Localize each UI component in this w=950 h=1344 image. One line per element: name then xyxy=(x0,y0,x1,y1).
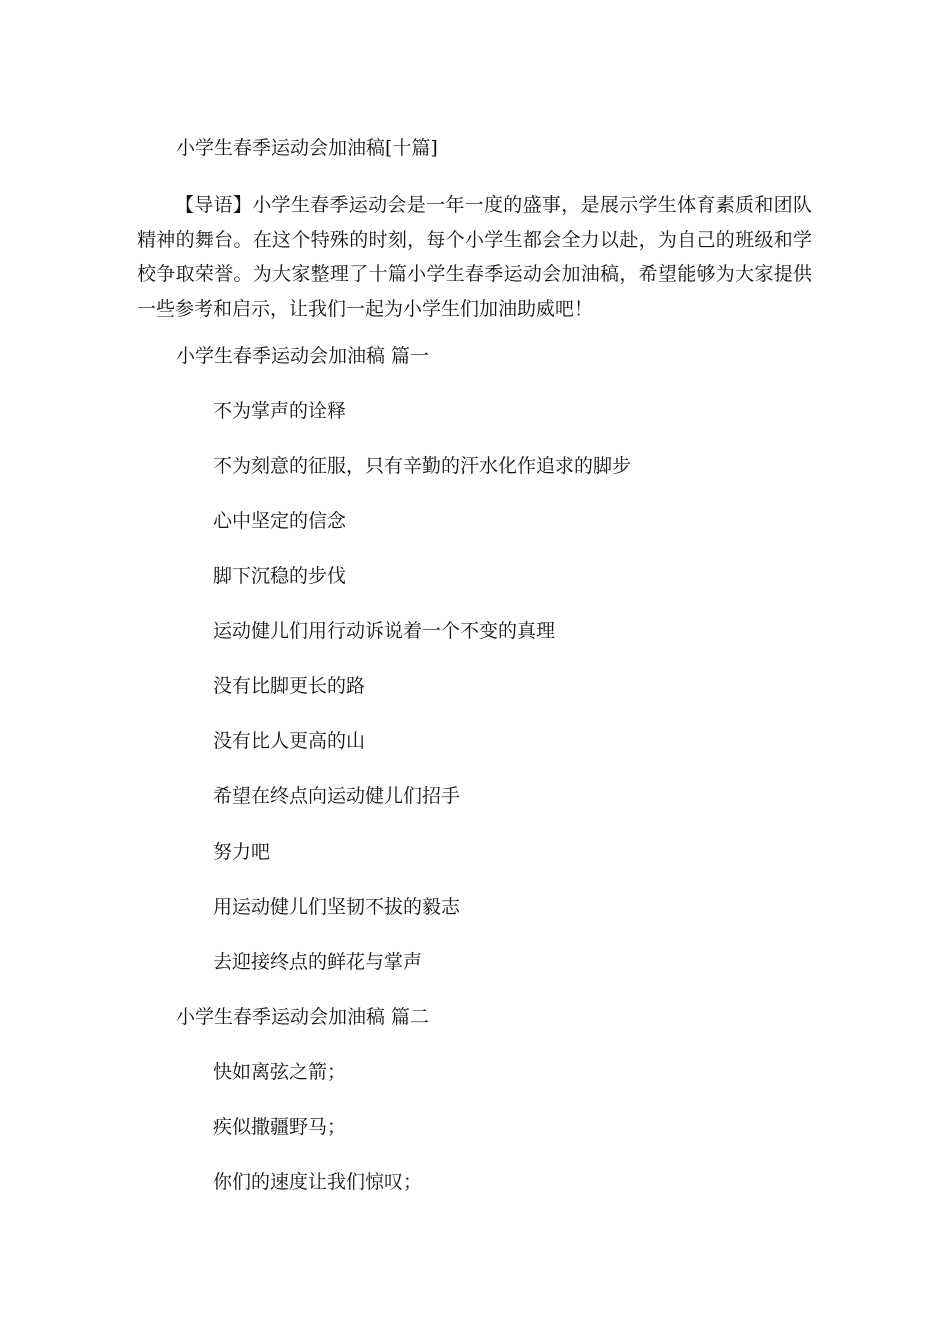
verse-line: 没有比脚更长的路 xyxy=(213,675,366,697)
document-title: 小学生春季运动会加油稿[十篇] xyxy=(176,137,438,159)
verse-line: 运动健儿们用行动诉说着一个不变的真理 xyxy=(213,620,556,642)
section-heading-2: 小学生春季运动会加油稿 篇二 xyxy=(176,1006,430,1028)
verse-line: 用运动健儿们坚韧不拔的毅志 xyxy=(213,896,461,918)
section-heading-1: 小学生春季运动会加油稿 篇一 xyxy=(176,345,430,367)
verse-line: 希望在终点向运动健儿们招手 xyxy=(213,785,461,807)
verse-line: 你们的速度让我们惊叹； xyxy=(213,1171,423,1193)
intro-paragraph: 【导语】小学生春季运动会是一年一度的盛事，是展示学生体育素质和团队精神的舞台。在这个特殊的时刻，每个小学生都会全力以赴，为自己的班级和学校争取荣誉。为大家整理了十篇小学生春季运动会加油稿，希望能够为大家提供一些参考和启示，让我们一起为小学生们加油助威吧！ xyxy=(137,194,812,320)
verse-line: 不为刻意的征服，只有辛勤的汗水化作追求的脚步 xyxy=(213,455,632,477)
verse-line: 脚下沉稳的步伐 xyxy=(213,565,347,587)
verse-line: 疾似撒疆野马； xyxy=(213,1116,347,1138)
verse-line: 没有比人更高的山 xyxy=(213,730,366,752)
verse-line: 去迎接终点的鲜花与掌声 xyxy=(213,951,423,973)
verse-line: 不为掌声的诠释 xyxy=(213,400,347,422)
verse-line: 心中坚定的信念 xyxy=(213,510,347,532)
verse-line: 努力吧 xyxy=(213,841,271,863)
verse-line: 快如离弦之箭； xyxy=(213,1061,347,1083)
